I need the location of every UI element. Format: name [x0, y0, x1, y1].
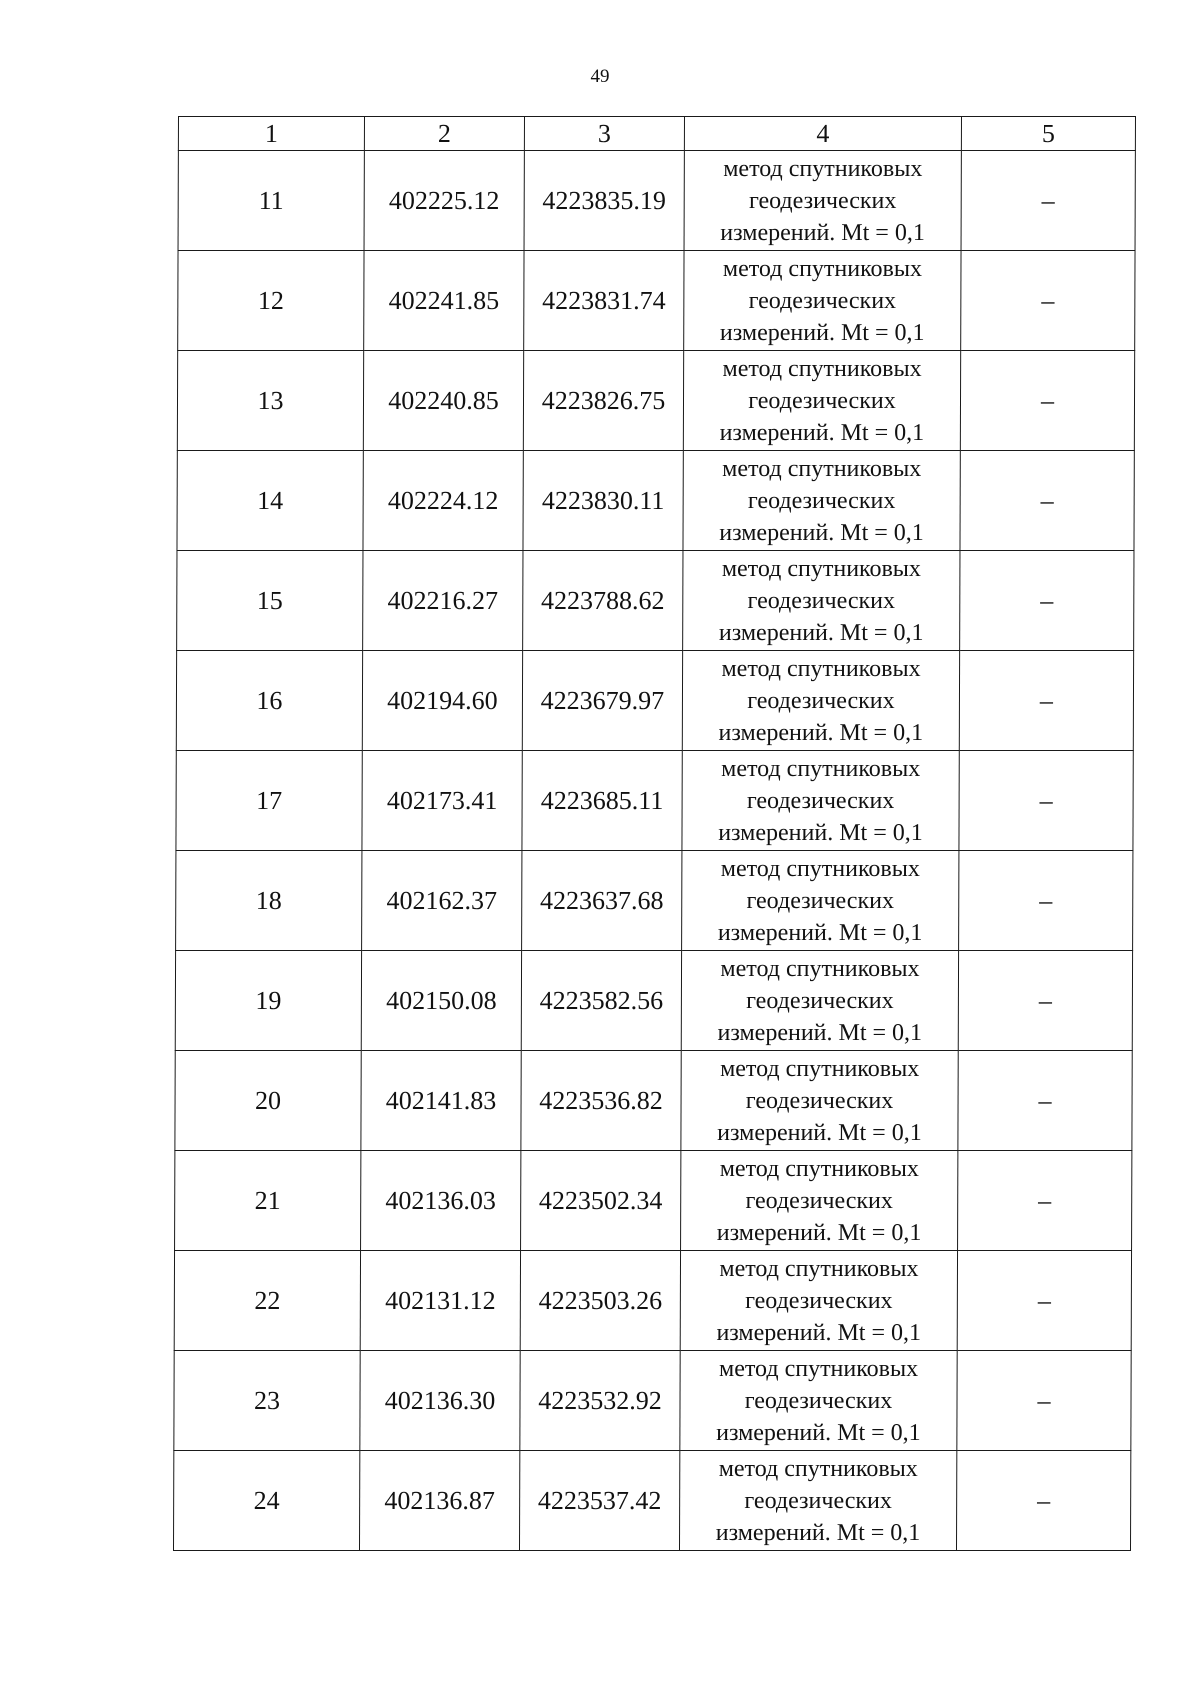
coord-y-cell: 4223537.42 — [519, 1451, 679, 1551]
table-row — [174, 1351, 1131, 1451]
method-line: метод спутниковых — [721, 555, 922, 582]
method-cell — [683, 451, 960, 551]
method-line: измерений. Mt = 0,1 — [716, 1319, 922, 1346]
table-body — [173, 151, 1135, 1551]
method-line: геодезических — [748, 187, 897, 214]
header-col-4: 4 — [684, 117, 961, 151]
coord-y-cell: 4223830.11 — [523, 451, 683, 551]
coordinates-table — [173, 116, 1136, 1551]
method-line: метод спутниковых — [718, 1455, 918, 1482]
method-line: измерений. Mt = 0,1 — [716, 1219, 922, 1246]
method-line: геодезических — [745, 1187, 893, 1214]
method-line: геодезических — [746, 987, 894, 1014]
method-cell — [683, 351, 960, 451]
point-number-cell: 13 — [177, 351, 363, 451]
table-row — [175, 951, 1132, 1051]
method-cell — [680, 1351, 957, 1451]
method-cell — [684, 151, 961, 251]
coord-x-cell: 402136.87 — [359, 1451, 519, 1551]
method-line: геодезических — [747, 687, 895, 714]
method-line: измерений. Mt = 0,1 — [719, 419, 925, 446]
coord-y-cell: 4223831.74 — [524, 251, 684, 351]
table-row — [178, 151, 1135, 251]
coord-y-cell: 4223532.92 — [520, 1351, 680, 1451]
coord-y-cell: 4223788.62 — [523, 551, 683, 651]
point-number-cell: 12 — [178, 251, 364, 351]
table-row — [176, 651, 1133, 751]
method-cell — [682, 851, 959, 951]
coord-x-cell: 402216.27 — [363, 551, 523, 651]
coord-x-cell: 402173.41 — [362, 751, 522, 851]
note-cell: – — [961, 151, 1135, 251]
note-cell: – — [957, 1351, 1131, 1451]
method-line: метод спутниковых — [719, 1355, 919, 1382]
coord-x-cell: 402240.85 — [363, 351, 523, 451]
method-line: метод спутниковых — [719, 1255, 919, 1282]
method-line: геодезических — [744, 1487, 892, 1514]
table-row — [176, 851, 1133, 951]
point-number-cell: 22 — [174, 1251, 360, 1351]
header-col-1: 1 — [178, 117, 364, 151]
method-cell — [682, 751, 959, 851]
note-cell: – — [957, 1251, 1131, 1351]
point-number-cell: 23 — [174, 1351, 360, 1451]
method-line: метод спутниковых — [720, 955, 920, 982]
method-line: измерений. Mt = 0,1 — [719, 319, 925, 346]
method-cell — [684, 251, 961, 351]
page-number: 49 — [590, 66, 610, 87]
note-cell: – — [959, 751, 1133, 851]
table-row — [177, 451, 1134, 551]
method-line: измерений. Mt = 0,1 — [720, 219, 925, 246]
method-line: геодезических — [745, 1087, 894, 1114]
method-cell — [679, 1451, 956, 1551]
method-cell — [681, 951, 958, 1051]
coord-x-cell: 402241.85 — [364, 251, 524, 351]
coord-y-cell: 4223679.97 — [522, 651, 682, 751]
point-number-cell: 14 — [177, 451, 363, 551]
method-line: геодезических — [746, 787, 895, 814]
note-cell: – — [959, 851, 1133, 951]
method-line: геодезических — [747, 587, 896, 614]
method-line: геодезических — [748, 387, 896, 414]
method-line: метод спутниковых — [720, 855, 920, 882]
method-line: метод спутниковых — [723, 155, 923, 182]
header-row — [178, 117, 1135, 151]
method-line: измерений. Mt = 0,1 — [716, 1419, 921, 1446]
coord-y-cell: 4223582.56 — [521, 951, 681, 1051]
note-cell: – — [956, 1451, 1130, 1551]
method-line: метод спутниковых — [721, 755, 921, 782]
method-line: метод спутниковых — [722, 355, 922, 382]
note-cell: – — [958, 951, 1132, 1051]
method-line: геодезических — [745, 1287, 893, 1314]
table-header — [178, 117, 1135, 151]
method-line: метод спутниковых — [720, 1055, 920, 1082]
method-line: измерений. Mt = 0,1 — [718, 719, 924, 746]
method-cell — [681, 1151, 958, 1251]
method-line: геодезических — [744, 1387, 893, 1414]
method-line: измерений. Mt = 0,1 — [717, 919, 923, 946]
coord-y-cell: 4223826.75 — [523, 351, 683, 451]
point-number-cell: 16 — [176, 651, 362, 751]
method-line: геодезических — [748, 287, 897, 314]
table-row — [174, 1251, 1131, 1351]
coord-x-cell: 402131.12 — [360, 1251, 520, 1351]
note-cell: – — [960, 451, 1134, 551]
table-row — [177, 551, 1134, 651]
method-cell — [682, 651, 959, 751]
method-line: метод спутниковых — [722, 455, 922, 482]
note-cell: – — [960, 551, 1134, 651]
method-cell — [683, 551, 960, 651]
header-col-5: 5 — [961, 117, 1135, 151]
note-cell: – — [961, 251, 1135, 351]
method-line: геодезических — [746, 887, 895, 914]
table-row — [175, 1151, 1132, 1251]
point-number-cell: 19 — [175, 951, 361, 1051]
coord-y-cell: 4223685.11 — [522, 751, 682, 851]
table-row — [175, 1051, 1132, 1151]
coord-x-cell: 402136.30 — [360, 1351, 520, 1451]
method-cell — [680, 1251, 957, 1351]
coord-x-cell: 402224.12 — [363, 451, 523, 551]
coord-y-cell: 4223503.26 — [520, 1251, 680, 1351]
header-col-3: 3 — [524, 117, 684, 151]
coord-y-cell: 4223502.34 — [521, 1151, 681, 1251]
coord-x-cell: 402136.03 — [361, 1151, 521, 1251]
method-line: измерений. Mt = 0,1 — [719, 519, 924, 546]
coord-x-cell: 402225.12 — [364, 151, 524, 251]
note-cell: – — [958, 1051, 1132, 1151]
table-row — [176, 751, 1133, 851]
method-line: геодезических — [747, 487, 896, 514]
point-number-cell: 18 — [176, 851, 362, 951]
method-line: измерений. Mt = 0,1 — [718, 619, 924, 646]
point-number-cell: 17 — [176, 751, 362, 851]
coord-x-cell: 402194.60 — [362, 651, 522, 751]
method-line: измерений. Mt = 0,1 — [715, 1519, 921, 1546]
coord-y-cell: 4223637.68 — [522, 851, 682, 951]
table-row — [177, 351, 1134, 451]
coord-x-cell: 402150.08 — [361, 951, 521, 1051]
coord-y-cell: 4223835.19 — [524, 151, 684, 251]
note-cell: – — [960, 351, 1134, 451]
coord-x-cell: 402162.37 — [362, 851, 522, 951]
point-number-cell: 11 — [178, 151, 364, 251]
method-line: измерений. Mt = 0,1 — [717, 1119, 922, 1146]
method-line: измерений. Mt = 0,1 — [717, 1019, 923, 1046]
method-line: метод спутниковых — [721, 655, 921, 682]
table-row — [173, 1451, 1130, 1551]
point-number-cell: 15 — [177, 551, 363, 651]
table-row — [178, 251, 1135, 351]
note-cell: – — [959, 651, 1133, 751]
method-cell — [681, 1051, 958, 1151]
point-number-cell: 21 — [175, 1151, 361, 1251]
coord-x-cell: 402141.83 — [361, 1051, 521, 1151]
point-number-cell: 24 — [173, 1451, 359, 1551]
header-col-2: 2 — [364, 117, 524, 151]
method-line: измерений. Mt = 0,1 — [718, 819, 923, 846]
coord-y-cell: 4223536.82 — [521, 1051, 681, 1151]
point-number-cell: 20 — [175, 1051, 361, 1151]
note-cell: – — [958, 1151, 1132, 1251]
method-line: метод спутниковых — [722, 255, 923, 282]
method-line: метод спутниковых — [719, 1155, 919, 1182]
